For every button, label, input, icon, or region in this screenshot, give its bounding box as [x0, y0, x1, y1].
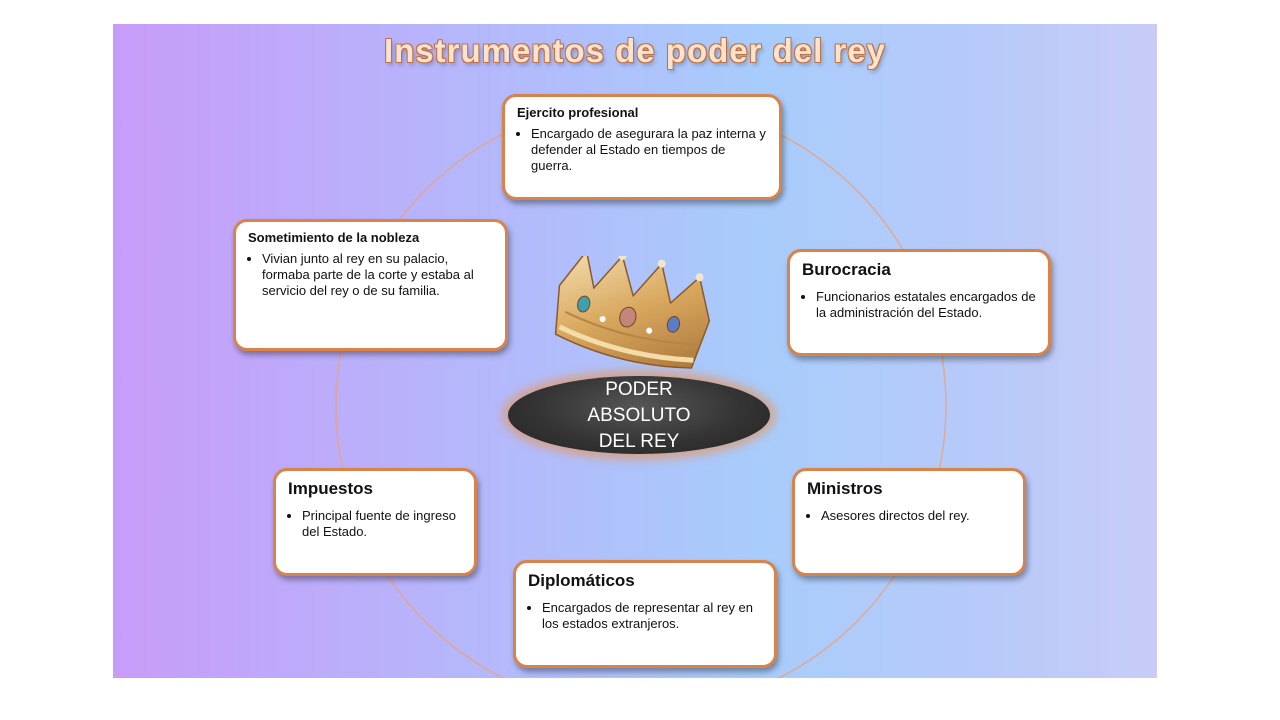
center-label-line1: PODER	[605, 379, 673, 400]
node-nobleza	[233, 219, 508, 351]
node-ministros-bullet: • Asesores directos del rey.	[821, 508, 1011, 524]
node-diplomaticos	[513, 560, 777, 668]
node-ejercito-bullet: • Encargado de asegurara la paz interna y defender al Estado en tiempos de guerra.	[531, 126, 767, 174]
node-burocracia-bullet: • Funcionarios estatales encargados de la administración del Estado.	[816, 289, 1036, 321]
node-diplomaticos-title: Diplomáticos	[528, 571, 635, 590]
slide	[113, 24, 1157, 678]
node-impuestos-title: Impuestos	[288, 479, 374, 498]
node-ejercito-title: Ejercito profesional	[517, 105, 639, 120]
slide-title: Instrumentos de poder del rey	[383, 32, 887, 69]
node-ministros	[792, 468, 1026, 576]
node-nobleza-bullet: • Vivian junto al rey en su palacio, formaba parte de la corte y estaba al servicio del rey o de su familia.	[262, 251, 493, 299]
center-label-line3: DEL REY	[598, 431, 680, 452]
center-label	[508, 377, 770, 455]
center-label-line2: ABSOLUTO	[587, 405, 691, 426]
node-burocracia-title: Burocracia	[802, 260, 891, 279]
node-burocracia	[787, 249, 1051, 356]
node-impuestos-bullet: • Principal fuente de ingreso del Estado.	[302, 508, 462, 540]
node-impuestos	[273, 468, 477, 576]
node-diplomaticos-bullet: • Encargados de representar al rey en los estados extranjeros.	[542, 600, 762, 632]
node-ejercito	[502, 94, 782, 200]
node-nobleza-title: Sometimiento de la nobleza	[248, 230, 420, 245]
crown-icon	[541, 256, 721, 386]
node-ministros-title: Ministros	[807, 479, 883, 498]
